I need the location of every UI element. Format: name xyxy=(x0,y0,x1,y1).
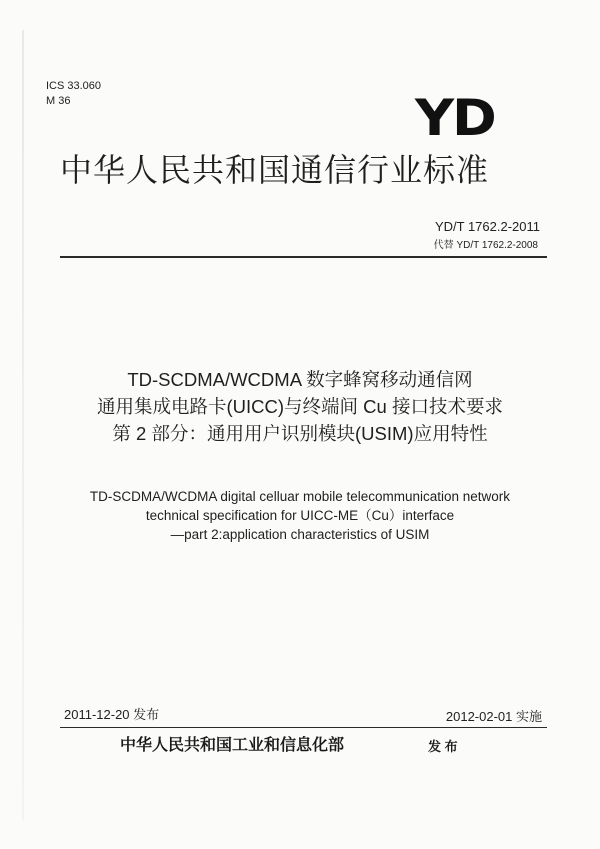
publish-label: 发 布 xyxy=(428,739,458,754)
footer-divider xyxy=(60,727,547,728)
en-title-line-1: TD-SCDMA/WCDMA digital celluar mobile telecommunication network xyxy=(89,489,511,504)
publisher-name: 中华人民共和国工业和信息化部 xyxy=(120,737,345,754)
english-document-title xyxy=(40,487,560,544)
issue-date: 2011-12-20 发布 xyxy=(64,707,160,722)
standard-number: YD/T 1762.2-2011 xyxy=(434,219,540,234)
implementation-date: 2012-02-01 实施 xyxy=(445,709,542,724)
chinese-document-title xyxy=(40,366,560,447)
cn-title-line-2: 通用集成电路卡(UICC)与终端间 Cu 接口技术要求 xyxy=(97,396,503,417)
standard-category-title: 中华人民共和国通信行业标准 xyxy=(60,152,490,188)
en-title-line-2: technical specification for UICC-ME（Cu）interface xyxy=(145,508,455,523)
cn-title-line-1: TD-SCDMA/WCDMA 数字蜂窝移动通信网 xyxy=(127,369,473,390)
en-title-line-3: —part 2:application characteristics of USIM xyxy=(170,527,430,542)
ics-code: ICS 33.060 xyxy=(46,80,102,92)
scan-edge-shadow xyxy=(22,30,24,820)
cn-title-line-3: 第 2 部分：通用用户识别模块(USIM)应用特性 xyxy=(112,423,488,444)
replaces-standard: 代替 YD/T 1762.2-2008 xyxy=(433,240,538,251)
header-divider xyxy=(60,256,547,258)
yd-logo: YD xyxy=(415,89,495,147)
ccs-code: M 36 xyxy=(46,95,71,107)
